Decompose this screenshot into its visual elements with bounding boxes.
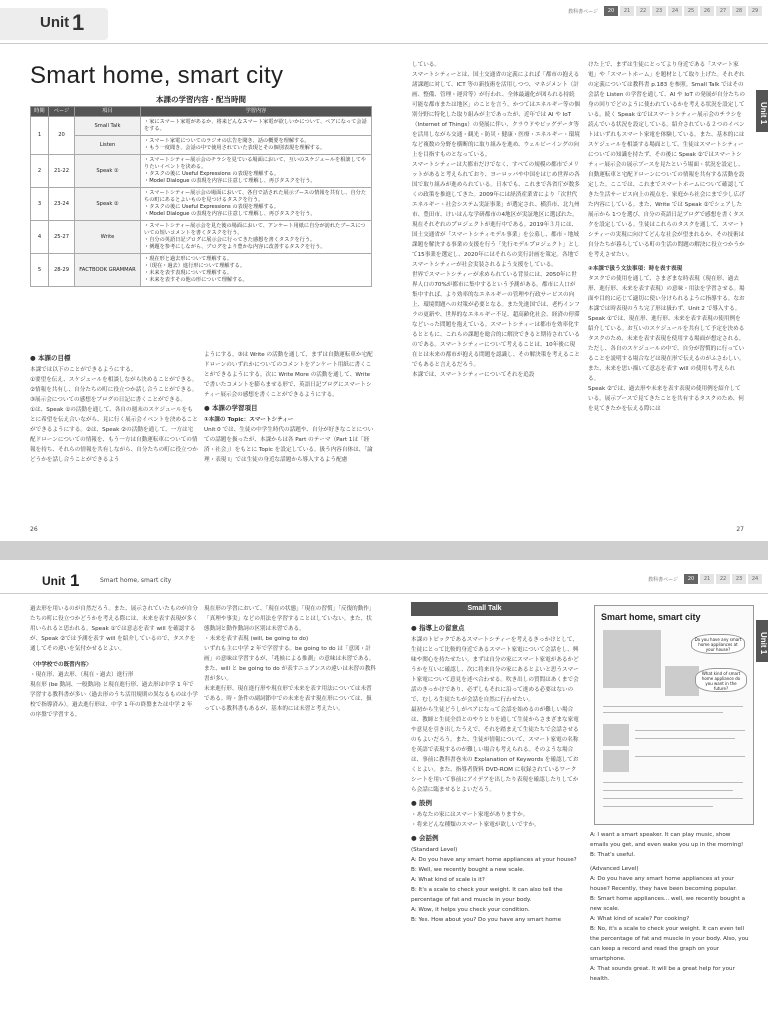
cell-page: 28-29 <box>49 254 75 287</box>
dialogue-line: B: No, it's a scale to check your weight. It can even tell the percentage of fat and muscle in your body. Also, you can keep a record and read the graph on your smartphone. <box>590 926 749 962</box>
dialogue-line: B: That's useful. <box>590 852 636 858</box>
page-gap <box>0 541 768 560</box>
cell-item: Small Talk <box>75 117 141 136</box>
dialogue-column <box>590 830 750 1018</box>
ref-page: 22 <box>716 574 730 584</box>
table-row <box>31 155 372 188</box>
cell-page: 21-22 <box>49 155 75 188</box>
ref-label: 教科書ページ <box>648 576 678 583</box>
ref-page: 29 <box>748 6 762 16</box>
grammar-cont-text: 過去形を用いるのが自然だろう。また、展示されていたものが自分たちの町に役立つかどうかを考える際には、未来を表す表現が多く用いられると思われる。Speak ①では意志を表す will を確認するが、Speak ②では予測を表す will を紹介しているので、タスクを通してその違いを気付かせるとよい。 <box>30 606 198 652</box>
col-header: ページ <box>49 107 75 117</box>
topic-subheading: ①本課の Topic：スマートシティー <box>204 417 294 423</box>
ref-page: 21 <box>700 574 714 584</box>
unit-outline-column <box>588 60 746 528</box>
page-number-right: 27 <box>736 526 744 533</box>
ref-page: 26 <box>700 6 714 16</box>
dialogue-line: A: What kind of scale is it? <box>411 877 485 883</box>
text-line <box>635 730 745 731</box>
dialogue-line: A: Do you have any smart home appliances at your house? Recently, they have been becoming popular. <box>590 876 737 892</box>
cell-page: 23-24 <box>49 188 75 221</box>
unit-label: Unit <box>40 14 70 31</box>
textbook-page-indicator <box>568 6 762 16</box>
divider <box>0 43 768 44</box>
smart-city-column <box>412 60 580 528</box>
text-line <box>603 782 743 783</box>
small-talk-banner: Small Talk <box>411 602 558 616</box>
photo-placeholder <box>665 666 699 696</box>
ref-page: 27 <box>716 6 730 16</box>
ref-page: 21 <box>620 6 634 16</box>
notes-heading: ● 指導上の留意点 <box>411 623 581 633</box>
unit-subtitle: Smart home, smart city <box>100 577 172 584</box>
dialogue-line: A: That sounds great. It will be a great help for your health. <box>590 966 735 982</box>
topic-heading: ● 本課の学習項目 <box>204 403 374 413</box>
cell-time: 2 <box>31 155 49 188</box>
dialogue-line: B: Well, we recently bought a new scale. <box>411 867 525 873</box>
topic-text: Unit 0 では、生徒の中学生時代の話題や、自分が好きなことについての話題を扱ったが、本課からは各 Part のテーマ（Part 1は「経済・社会」）をもとに Topic を設定している。扱う内容自体は、「論理・表現 I」では生徒の身近な話題から導入するよう配慮 <box>204 427 374 463</box>
topic-column <box>204 350 374 528</box>
ref-page: 25 <box>684 6 698 16</box>
standard-level-label: (Standard Level) <box>411 847 458 853</box>
dialogue-line: A: Wow, it helps you check your condition. <box>411 907 530 913</box>
unit-tab <box>0 8 108 40</box>
ref-page: 22 <box>636 6 650 16</box>
goals-column <box>30 350 198 528</box>
cell-item: Speak ① <box>75 155 141 188</box>
text-line <box>603 806 713 807</box>
cell-page: 20 <box>49 117 75 155</box>
questions-text: ・あなたの家にはスマート家電がありますか。 ・将来どんな種類のスマート家電が欲しいですか。 <box>411 812 540 828</box>
goals-heading: ● 本課の目標 <box>30 353 198 363</box>
cell-page: 25-27 <box>49 221 75 254</box>
table-row <box>31 254 372 287</box>
cell-item: Speak ② <box>75 188 141 221</box>
cell-content: ・スマートシティー展示会の場面において、各自で話された展示ブースの情報を共有し、自分たちの町にあるとよいものを見つけるタスクを行う。 ・タスクの後に Useful Expressions の表現を理解する。 ・Model Dialogue の表現を内容に注意して理解し、再びタスクを行う。 <box>141 188 372 221</box>
ref-page: 20 <box>604 6 618 16</box>
textbook-page-thumbnail <box>594 605 754 825</box>
cell-item: Write <box>75 221 141 254</box>
grammar-column <box>30 604 198 1014</box>
cell-time: 3 <box>31 188 49 221</box>
text-line <box>603 712 723 713</box>
col-header: 項目 <box>75 107 141 117</box>
ref-page: 23 <box>732 574 746 584</box>
lesson-plan-table <box>30 106 372 287</box>
notes-text: 本課のトピックであるスマートシティーを考えるきっかけとして、生徒にとって比較的身近であるスマート家電について会話をし、興味や関心を持たせたい。まずは自分の家にスマート家電があるかどうかを互いに確認し、次に将来自分の家にあるとよいと思うスマート家電について意見を述べ合わせる。吹き出しの質問はあくまで会話のきっかけであり、必ずしもそれに沿って進める必要はないので、むしろ生徒たちが会話を自然に行わせたい。 最初から生徒どうしがペアになって会話を始めるのが難しい場合は、教師と生徒全員とのやりとりを通して生徒からさまざまな家電や意見を引き出したうえで、それを踏まえて生徒たちで会話させるのもよいだろう。また、生徒が情報について、スマート家電の名称を英語で表現するのが難しい場合も考えられる。そのような場合は、事前に教科書巻末の Explanation of Keywords を確認しておくとよい。また、指導者資料 DVD-ROM に収録されているワークシートを用いて事前にアイデアを出したり表現を確認したりしてから会話に臨ませるとよいだろう。 <box>411 637 579 793</box>
text-line <box>603 790 733 791</box>
ref-label: 教科書ページ <box>568 8 598 15</box>
unit-outline-text: けた上で、まずは生徒にとってより身近である「スマート家電」や「スマートホーム」を題材として取り上げた。それぞれの定義については教科書 p.183 を参照。Small Talk ではその会話を Listen の学習を通して、AI や IoT の発展が自分たちの身の回りでどのように使われているかを考える状況を設定している。続く Speak ①ではスマートシティー展示会のチラシを読んでいる状況を設定している。紹介されている２つのイベントはいずれもスマート家電を体験している。また、基本的にはスケジュールを相談する場面として、生徒はスマートシティーについての知識を持たず、その後に Speak ②ではスマートシティー展示会の展示ブースを見たという場面・状況を設定し、自動運転車と宅配ドローンについての情報を共有する活動を設定した。ここでは、これまでスマートホームについて確認してきた生活サービス向上の視点を、家庭から社会にまで少し広げた内容にしている。また、Write では Speak ②でシェアした展示から 1つを選び、自分の英語日記ブログで感想を書くタスクを設定している。生徒はこれらのタスクを通して、スマートシティーの実現に向けてどんな社会が望まれるか、その技術は自分たちが暮らしている町の生活の問題の解決に役立つかうかを考えさせたい。 <box>588 62 745 258</box>
cell-time: 4 <box>31 221 49 254</box>
table-title: 本課の学習内容・配当時間 <box>156 95 246 104</box>
photo-placeholder <box>603 724 629 746</box>
questions-heading: ● 設例 <box>411 798 581 808</box>
page-number-left: 26 <box>30 526 38 533</box>
text-line <box>603 706 743 707</box>
textbook-page-indicator <box>648 574 762 584</box>
ref-page: 24 <box>748 574 762 584</box>
dialogue-heading: ● 会話例 <box>411 833 581 843</box>
ref-page: 28 <box>732 6 746 16</box>
text-line <box>635 738 735 739</box>
table-row <box>31 188 372 221</box>
unit-number: 1 <box>70 571 80 590</box>
col-header: 時間 <box>31 107 49 117</box>
grammar-text: タスクでの使用を通して、さまざまな時表現（現在形、過去形、進行形、未来を表す表現）の意味・用法を学習させる。場面や目的に応じて適切に使い分けられるように指導する。なお本課では時表現のうち完了形は扱わず、Unit 2 で導入する。 Speak ①では、現在形、進行形、未来を表す表現の使用例を紹介している。お互いのスケジュールを共有して予定を決めるタスクのため、未来を表す表現を使用する場面が想定される。ただし、各自のスケジュールの中で、自分が習慣的に行っていることを説明する場合などは現在形で伝えるのがふさわしい。また、未来を思い描いて意志を表す will の使用も考えられる。 Speak ②では、過去形や未来を表す表現の使用例を紹介している。展示ブースで見てきたことを共有するタスクのため、何を見てきたかを伝える際には <box>588 276 745 412</box>
prior-learning-heading: 〈中学校での既習内容〉 <box>30 662 92 668</box>
thumb-title: Smart home, smart city <box>601 612 701 622</box>
side-unit-tab: Unit 1 <box>756 90 768 132</box>
cell-item: Listen <box>75 136 141 155</box>
text-line <box>603 798 743 799</box>
goals-text-cont: ようにする。③は Write の活動を通して、まずは自動運転車か宅配ドローンのいずれかについてのコメントをアンケート用紙に書くことができるようにする。次に Write More の活動を通して、Write で書いたコメントを膨らませる形で、英語日記ブログにスマートシティー展示会の感想を書くことができるようにする。 <box>204 352 373 398</box>
text-line <box>635 756 745 757</box>
ref-page: 20 <box>684 574 698 584</box>
table-row <box>31 136 372 155</box>
ref-page: 23 <box>652 6 666 16</box>
cell-content: ・現在形と過去形について理解する。 ・（現在・過去）進行形について理解する。 ・未来を表す表現について理解する。 ・未来を表すその他の形について理解する。 <box>141 254 372 287</box>
grammar-heading: ②本課で扱う文法事項：時を表す表現 <box>588 266 683 272</box>
ref-page: 24 <box>668 6 682 16</box>
photo-placeholder <box>603 630 661 688</box>
future-forms-text: 現在形の学習において、「現在の状態」「現在の習慣」「反復的動作」「真理や事実」などの用法を学習することはしていない。また、状態動詞と動作動詞の区別は未習である。 ・未来を表す表現 (will, be going to do) いずれも主に中学 2 年で学習する。be going to do は「意図・計画」の意味は学習するが、「兆候による推測」の意味は未習である。また、will と be going to do が表すニュアンスの違いは未習の教科書が多い。 未来進行形、現在進行形や現在形で未来を表す用法については未習である。時・条件の副詞節中での未来を表す現在形については、扱っている教科書もあるが、基本的には未習と考えたい。 <box>204 606 376 712</box>
dialogue-line: B: Yes. How about you? Do you have any smart home <box>411 917 562 923</box>
advanced-level-label: (Advanced Level) <box>590 866 639 872</box>
prior-learning-text: ・現在形、過去形、（現在・過去）進行形 現在形 (be 動詞、一般動詞) と現在進行形、過去形は中学 1 年で学習する教科書が多い（過去形のうち活用規則の異なるものは小学校で指導済み）。過去進行形は、中学 1 年の終盤または中学 2 年の序盤で学習する。 <box>30 672 198 718</box>
col-header: 学習内容 <box>141 107 372 117</box>
side-unit-tab: Unit 1 <box>756 620 768 662</box>
table-row <box>31 221 372 254</box>
cell-content: ・スマートシティー展示会のチラシを見ている場面において、互いのスケジュールを相談してやりたいイベントを決める。 ・タスクの後に Useful Expressions の表現を理解する。 ・Model Dialogue の表現を内容に注意して理解し、再びタスクを行う。 <box>141 155 372 188</box>
cell-item: FACTBOOK GRAMMAR <box>75 254 141 287</box>
page-spread-28-29 <box>0 560 768 1024</box>
table-header-row <box>31 107 372 117</box>
cell-content: ・スマート家電についてのラジオの広告を聞き、話の概要を理解する。 ・もう一度聞き、会話の中で使用されていた表現とその個別表現を理解する。 <box>141 136 372 155</box>
cell-content: ・スマートシティー展示会を見た後の場面において、アンケート用紙に自分が訪れたブースについての短いコメントを書くタスクを行う。 ・自分の英語日記ブログに展示会に行ってきた感想を書くタスクを行う。 ・例題を参考にしながら、ブログをより豊かな内容に改善するタスクを行う。 <box>141 221 372 254</box>
dialogue-line: A: What kind of scale? For cooking? <box>590 916 690 922</box>
photo-placeholder <box>603 750 629 772</box>
page-title: Smart home, smart city <box>30 62 284 89</box>
small-talk-column <box>411 620 581 1016</box>
cell-time: 5 <box>31 254 49 287</box>
speech-bubble: What kind of smart home appliance do you want in the future? <box>695 668 747 692</box>
dialogue-line: A: Do you have any smart home appliances at your house? <box>411 857 577 863</box>
dialogue-line: A: I want a smart speaker. It can play music, show emails you get, and even wake you up in the morning! <box>590 832 744 848</box>
cell-content: ・家にスマート家電があるか、将来どんなスマート家電が欲しいかについて、ペアになって会話をする。 <box>141 117 372 136</box>
unit-label: Unit <box>42 574 66 588</box>
dialogue-line: B: Smart home appliances... well, we recently bought a new scale. <box>590 896 745 912</box>
future-forms-column <box>204 604 376 1014</box>
dialogue-line: B: It's a scale to check your weight. It can also tell the percentage of fat and muscle in your body. <box>411 887 563 903</box>
speech-bubble: Do you have any smart home appliances at your house? <box>691 634 745 654</box>
unit-number: 1 <box>72 10 85 35</box>
smart-city-text: している。 スマートシティーとは、国土交通省の定義によれば「都市の抱える諸課題に対して、ICT 等の新技術を活用しつつ、マネジメント（計画、整備、管理・運営等）が行われ、全体最適化が図られる持続可能な都市または地区」のことを言う。かつてはエネルギー等の個別分野に特化した取り組みが主であったが、近年では AI や IoT（Internet of Things）の発展に伴い、クラウドやビッグデータ等を活用しながら交通・観光・防災・健康・医療・エネルギー・環境など複数の分野を横断的に取り組みを進め、ウェルビーイングの向上を目指すものとなっている。 スマートシティーは大都市だけでなく、すべての規模の都市でメリットがあると考えられており、ヨーロッパや中国をはじめ世界の各国で取り組みが進められている。日本でも、これまで各省庁が数多くの政策を推進してきた。2009年には経済産業省により「次世代エネルギー・社会システム実証事業」が選定され、横浜市、北九州市、豊田市、けいはんな学研都市の4地区が実証地区に選ばれた。現在それぞれのプロジェクトが進行中である。2019年３月には、国土交通省が「スマートシティモデル事業」を公募し、都市・地域課題を解決する事業の支援を行う「先行モデルプロジェクト」として15事業を選定し、2020年にはそれらの実行計画を策定。各地でスマートシティーが社会実装されるよう支援をしている。 世界でスマートシティーが求められている背景には、2050年に世界人口の70%が都市に集中するという予測がある。都市に人口が集中すれば、より効率的なエネルギーの管理や行政サービスの向上、環境問題への対策が必要となる。また先進国では、老朽インフラの更新や、世界的なエネルギー不足、超高齢化社会、経済の停滞などいった問題を抱えている。スマートシティーは都市を効率化するとともに、これらの課題を総合的に解決できると期待されているのである。スマートシティーについて考えることは、10年後に現在とは未来の都市が抱える問題を認識し、その解決策を考えることでもあると言えるだろう。 本課では、スマートシティーについてそれを追設 <box>412 62 580 378</box>
cell-time: 1 <box>31 117 49 155</box>
table-row <box>31 117 372 136</box>
goals-text: 本課では以下のことができるようにする。 ①要望を伝え、スケジュールを相談しながら決めることができる。 ②情報を共有し、自分たちの町に役立つか話し合うことができる。 ③展示会についての感想をブログの日記に書くことができる。 ①は、Speak ①の活動を通して、各自の週末のスケジュールをもとに希望を伝え合いながら、見に行く展示会イベントを決めることができるようにする。②は、Speak ②の活動を通して、一方は宅配ドローンについての情報を、もう一方は自動運転車についての情報を持ち、それらの情報を共有しながら、自分たちの町に役立つかどうかを話し合うことができるよう <box>30 367 198 463</box>
